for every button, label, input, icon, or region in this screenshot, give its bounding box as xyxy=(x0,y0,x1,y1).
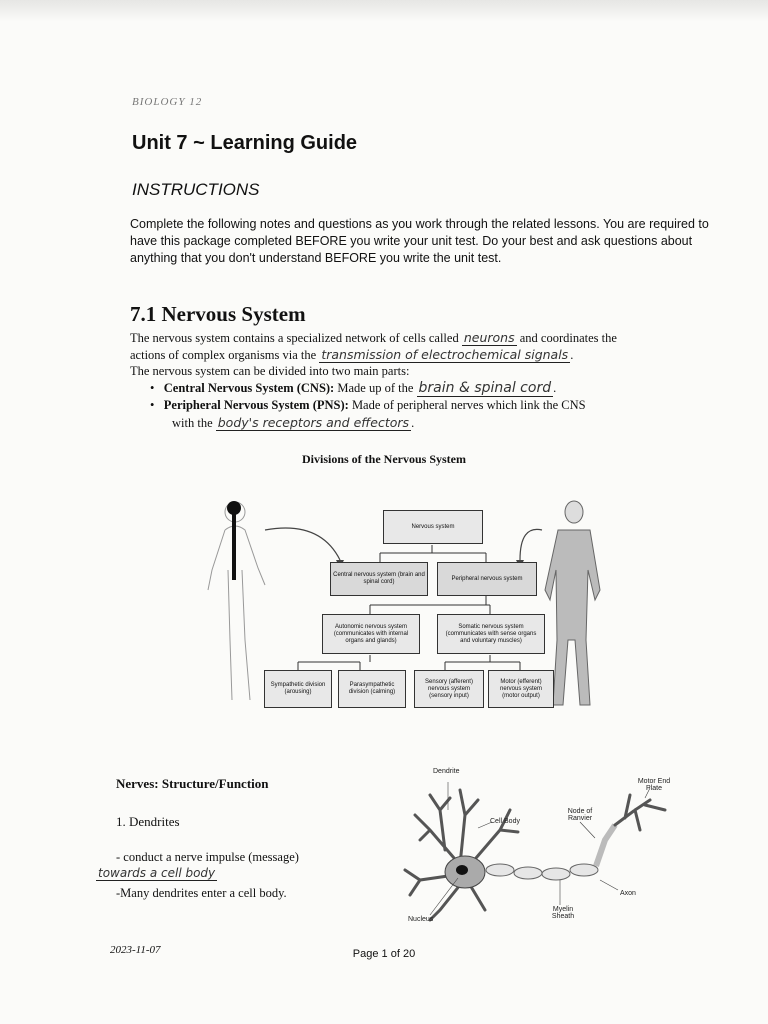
box-parasympathetic: Parasympathetic division (calming) xyxy=(338,670,406,708)
dendrites-heading: 1. Dendrites xyxy=(116,814,180,829)
bullet-dot: • xyxy=(150,398,161,412)
p1-handwriting: neurons xyxy=(463,330,515,345)
bullet-cns-end: . xyxy=(553,381,557,395)
box-sympathetic: Sympathetic division (arousing) xyxy=(264,670,332,708)
course-label: BIOLOGY 12 xyxy=(132,96,203,108)
instructions-text: Complete the following notes and questions as you work through the related lessons. You are required to have this package completed BEFORE you write your unit test. Do your best and ask questions about anything that you don't understand BEFORE you write the unit test. xyxy=(130,217,709,265)
bullet-cns-handwriting: brain & spinal cord xyxy=(418,380,552,396)
dendrites-handwriting: towards a cell body xyxy=(98,866,216,880)
label-axon: Axon xyxy=(620,890,636,897)
p2-text-b: . xyxy=(570,348,574,362)
bullet-pns xyxy=(150,398,586,413)
p1-text-a: The nervous system contains a specialized network of cells called xyxy=(130,331,459,345)
bullet-pns-end: . xyxy=(411,416,415,430)
footer-date: 2023-11-07 xyxy=(110,944,161,956)
bullet-pns-label: Peripheral Nervous System (PNS): xyxy=(163,398,349,412)
box-nervous-system: Nervous system xyxy=(383,510,483,544)
unit-title: Unit 7 ~ Learning Guide xyxy=(132,132,358,154)
dendrites-line-1: - conduct a nerve impulse (message) xyxy=(116,850,299,864)
page-number: Page 1 of 20 xyxy=(352,948,416,960)
bullet-cns-text: Made up of the xyxy=(337,381,414,395)
section-title: 7.1 Nervous System xyxy=(130,302,306,326)
diagram-title: Divisions of the Nervous System xyxy=(302,452,466,466)
nerves-heading: Nerves: Structure/Function xyxy=(116,776,269,791)
bullet-dot: • xyxy=(150,381,161,395)
box-somatic: Somatic nervous system (communicates with sense organs and voluntary muscles) xyxy=(437,614,545,654)
label-motor-end-plate: Motor End Plate xyxy=(637,778,671,792)
label-cell-body: Cell Body xyxy=(490,818,520,825)
paragraph-line-3: The nervous system can be divided into two main parts: xyxy=(130,364,410,378)
box-autonomic: Autonomic nervous system (communicates with internal organs and glands) xyxy=(322,614,420,654)
p1-text-b: and coordinates the xyxy=(519,331,617,345)
bullet-pns-handwriting: body's receptors and effectors xyxy=(217,415,410,430)
box-motor: Motor (efferent) nervous system (motor output) xyxy=(488,670,554,708)
paragraph-line-1 xyxy=(130,330,730,346)
bullet-pns-with: with the xyxy=(172,416,213,430)
bullet-pns-text: Made of peripheral nerves which link the CNS xyxy=(351,398,586,412)
bullet-pns-line2 xyxy=(172,415,414,431)
bullet-cns-label: Central Nervous System (CNS): xyxy=(163,381,335,395)
page-top-edge xyxy=(0,0,768,22)
box-sensory: Sensory (afferent) nervous system (sensory input) xyxy=(414,670,484,708)
box-peripheral-nervous-system: Peripheral nervous system xyxy=(437,562,537,596)
label-dendrite: Dendrite xyxy=(433,768,460,775)
p2-handwriting: transmission of electrochemical signals xyxy=(321,347,569,362)
instructions-heading: INSTRUCTIONS xyxy=(132,180,260,199)
box-central-nervous-system: Central nervous system (brain and spinal cord) xyxy=(330,562,428,596)
dendrites-line-2: -Many dendrites enter a cell body. xyxy=(116,886,287,900)
bullet-cns xyxy=(150,380,556,396)
paragraph-line-2 xyxy=(130,347,730,363)
p2-text-a: actions of complex organisms via the xyxy=(130,348,317,362)
label-nucleus: Nucleus xyxy=(408,916,434,923)
label-myelin-sheath: Myelin Sheath xyxy=(551,906,575,920)
label-node-of-ranvier: Node of Ranvier xyxy=(567,808,593,822)
human-outline-cns xyxy=(208,502,265,700)
